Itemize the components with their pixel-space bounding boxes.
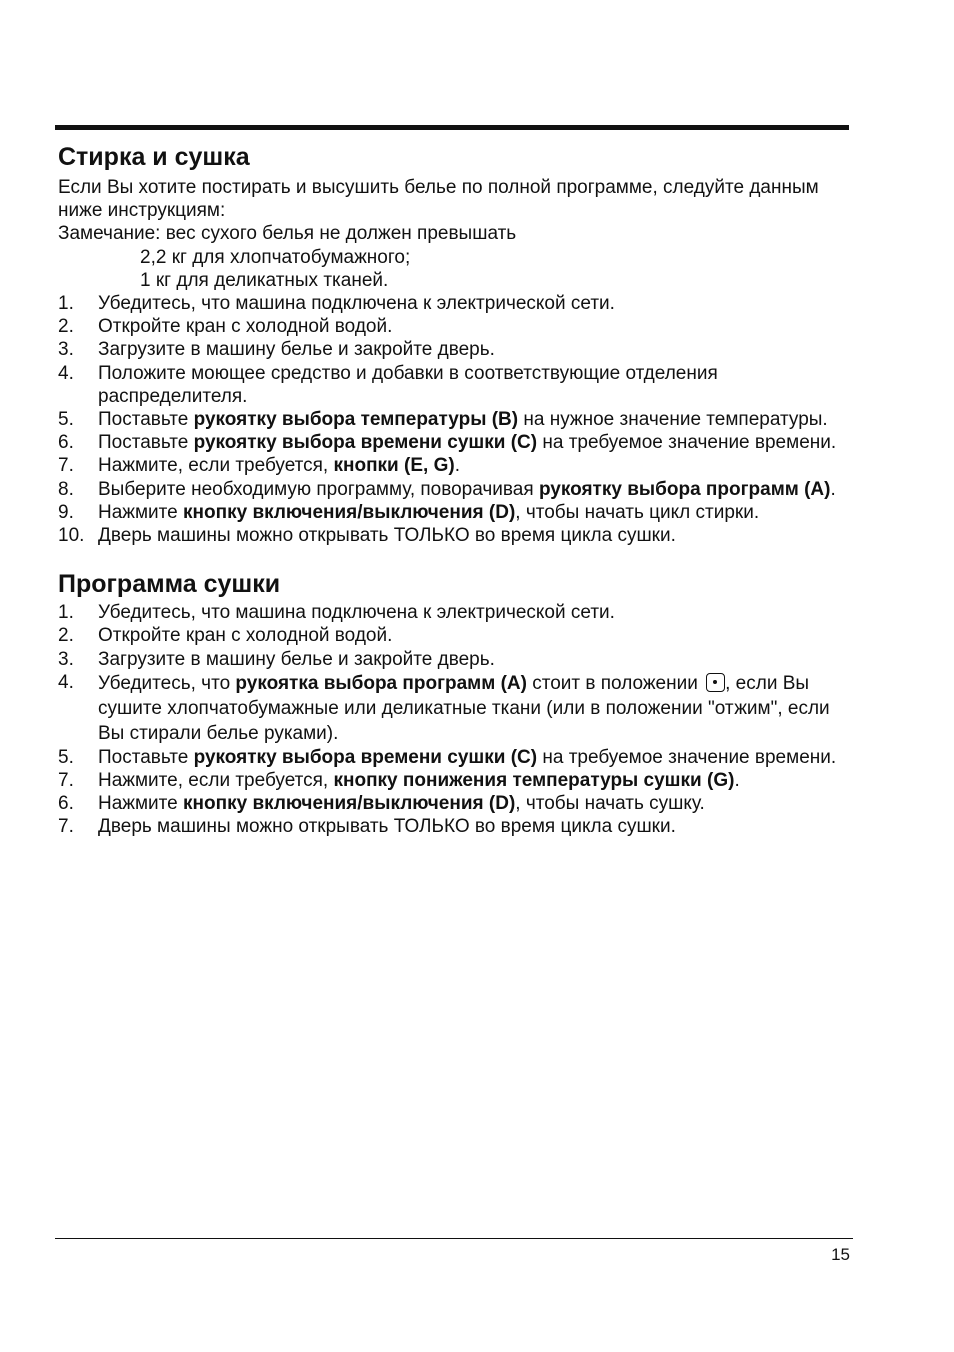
text-fragment: Загрузите в машину белье и закройте дверь.: [98, 648, 495, 670]
step-text: [98, 624, 848, 647]
step-number: 5.: [58, 746, 74, 768]
text-fragment: Нажмите: [98, 793, 184, 815]
page-content: [58, 140, 848, 839]
list-item: [58, 671, 848, 746]
list-item: [58, 338, 848, 361]
text-fragment: на требуемое значение времени.: [537, 432, 837, 454]
drying-steps-list: [58, 601, 848, 838]
step-number: 3.: [58, 339, 74, 361]
list-item: [58, 746, 848, 769]
list-item: [58, 624, 848, 647]
note-line: Замечание: вес сухого белья не должен превышать: [58, 223, 517, 245]
step-number: 2.: [58, 625, 74, 647]
text-fragment: , чтобы начать сушку.: [515, 793, 705, 815]
text-fragment: Убедитесь, что: [98, 672, 236, 694]
text-fragment: Поставьте: [98, 432, 194, 454]
text-fragment: Дверь машины можно открывать ТОЛЬКО во время цикла сушки.: [98, 816, 676, 838]
text-fragment: .: [454, 455, 460, 477]
step-text: [98, 769, 848, 792]
step-text: [98, 648, 848, 671]
step-number: 8.: [58, 478, 74, 500]
list-item: [58, 315, 848, 338]
step-text: [98, 454, 848, 477]
text-fragment: Загрузите в машину белье и закройте дверь.: [98, 339, 495, 361]
step-text: [98, 362, 848, 408]
top-rule: [55, 125, 849, 130]
text-fragment: Убедитесь, что машина подключена к электрической сети.: [98, 293, 615, 315]
list-item: [58, 292, 848, 315]
list-item: [58, 601, 848, 624]
step-number: 4.: [58, 671, 74, 693]
bold-term: рукоятку выбора времени сушки (C): [193, 432, 538, 454]
list-item: [58, 769, 848, 792]
step-text: [98, 746, 848, 769]
list-item: [58, 408, 848, 431]
bold-term: рукоятку выбора температуры (B): [193, 409, 519, 431]
text-fragment: Поставьте: [98, 409, 194, 431]
step-number: 2.: [58, 316, 74, 338]
list-item: [58, 648, 848, 671]
step-number: 9.: [58, 501, 74, 523]
step-number: 1.: [58, 293, 74, 315]
bold-term: кнопки (E, G): [333, 455, 455, 477]
dry-program-symbol-icon: [706, 673, 725, 692]
text-fragment: на требуемое значение времени.: [537, 746, 837, 768]
section-title-drying-program: Программа сушки: [58, 570, 281, 599]
text-fragment: Откройте кран с холодной водой.: [98, 316, 393, 338]
note-delicate: 1 кг для деликатных тканей.: [140, 269, 389, 291]
bold-term: рукоятку выбора программ (A): [538, 478, 831, 500]
step-number: 5.: [58, 409, 74, 431]
text-fragment: Выберите необходимую программу, поворачивая: [98, 478, 539, 500]
bold-term: кнопку понижения температуры сушки (G): [333, 770, 735, 792]
bottom-rule: [55, 1238, 853, 1239]
list-item: [58, 454, 848, 477]
text-fragment: Положите моющее средство и добавки в соответствующие отделения распределителя.: [98, 362, 718, 407]
list-item: [58, 501, 848, 524]
text-fragment: Дверь машины можно открывать ТОЛЬКО во время цикла сушки.: [98, 525, 676, 547]
step-number: 4.: [58, 362, 74, 384]
text-fragment: Убедитесь, что машина подключена к электрической сети.: [98, 602, 615, 624]
step-text: [98, 524, 848, 547]
text-fragment: Поставьте: [98, 746, 194, 768]
list-item: [58, 362, 848, 408]
section-title-washing-drying: Стирка и сушка: [58, 143, 250, 171]
text-fragment: на нужное значение температуры.: [518, 409, 828, 431]
step-text: [98, 815, 848, 838]
intro-paragraph: Если Вы хотите постирать и высушить белье по полной программе, следуйте данным ниже инструкциям:: [58, 177, 819, 222]
text-fragment: Откройте кран с холодной водой.: [98, 625, 393, 647]
step-text: [98, 601, 848, 624]
text-fragment: , если Вы сушите хлопчатобумажные или деликатные ткани (или в положении "отжим", если Вы стирали белье руками).: [98, 672, 830, 744]
list-item: [58, 524, 848, 547]
text-fragment: Нажмите, если требуется,: [98, 770, 334, 792]
note-cotton: 2,2 кг для хлопчатобумажного;: [140, 246, 411, 268]
step-number: 1.: [58, 602, 74, 624]
step-number: 6.: [58, 432, 74, 454]
list-item: [58, 478, 848, 501]
step-text: [98, 792, 848, 815]
list-item: [58, 792, 848, 815]
list-item: [58, 815, 848, 838]
text-fragment: Нажмите: [98, 501, 184, 523]
step-number: 7.: [58, 816, 74, 838]
page-number: 15: [831, 1245, 850, 1264]
bold-term: рукоятку выбора времени сушки (C): [193, 746, 538, 768]
step-text: [98, 501, 848, 524]
bold-term: кнопку включения/выключения (D): [183, 793, 516, 815]
step-text: [98, 315, 848, 338]
step-text: [98, 671, 848, 746]
text-fragment: .: [734, 770, 740, 792]
text-fragment: стоит в положении: [526, 672, 704, 694]
step-text: [98, 292, 848, 315]
text-fragment: , чтобы начать цикл стирки.: [515, 501, 760, 523]
list-item: [58, 431, 848, 454]
step-text: [98, 478, 848, 501]
step-text: [98, 408, 848, 431]
step-number: 6.: [58, 793, 74, 815]
step-number: 10.: [58, 525, 85, 547]
step-text: [98, 431, 848, 454]
text-fragment: .: [830, 478, 836, 500]
bold-term: рукоятка выбора программ (A): [235, 672, 527, 694]
step-number: 3.: [58, 648, 74, 670]
step-text: [98, 338, 848, 361]
text-fragment: Нажмите, если требуется,: [98, 455, 334, 477]
washing-steps-list: [58, 292, 848, 547]
step-number: 7.: [58, 455, 74, 477]
step-number: 7.: [58, 770, 74, 792]
bold-term: кнопку включения/выключения (D): [183, 501, 516, 523]
